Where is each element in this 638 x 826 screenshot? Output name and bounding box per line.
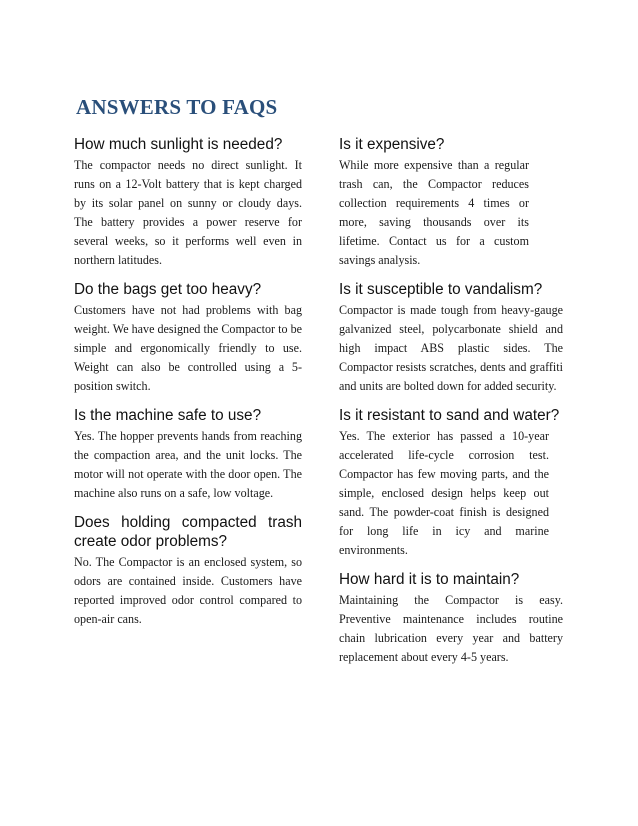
faq-answer: While more expensive than a regular trash can, the Compactor reduces collection requirements 4 times or more, saving thousands over its lifetime. Contact us for a custom savings analysis.	[339, 158, 529, 267]
faq-question: Does holding compacted trash create odor problems?	[74, 514, 302, 550]
right-column	[339, 135, 563, 677]
page-title: ANSWERS TO FAQS	[76, 95, 278, 119]
faq-item-odor	[74, 513, 302, 629]
faq-answer: Customers have not had problems with bag weight. We have designed the Compactor to be simple and ergonomically friendly to use. Weight can also be controlled using a 5-position switch.	[74, 303, 302, 393]
faq-question: How much sunlight is needed?	[74, 136, 283, 153]
faq-answer: Yes. The exterior has passed a 10-year accelerated life-cycle corrosion test. Compactor has few moving parts, and the simple, enclosed design helps keep out sand. The powder-coat finish is designed for long life in icy and marine environments.	[339, 429, 549, 557]
faq-answer: Compactor is made tough from heavy-gauge galvanized steel, polycarbonate shield and high impact ABS plastic sides. The Compactor resists scratches, dents and graffiti and units are bolted down for added security.	[339, 303, 563, 393]
faq-answer: No. The Compactor is an enclosed system, so odors are contained inside. Customers have reported improved odor control compared to open-air cans.	[74, 555, 302, 626]
faq-question: How hard it is to maintain?	[339, 571, 520, 588]
faq-item-bag-weight	[74, 280, 302, 396]
faq-answer: Maintaining the Compactor is easy. Preventive maintenance includes routine chain lubrication every year and battery replacement about every 4-5 years.	[339, 593, 563, 664]
faq-question: Is it resistant to sand and water?	[339, 407, 560, 424]
faq-item-sand-water	[339, 406, 563, 560]
left-column	[74, 135, 302, 639]
faq-question: Is it expensive?	[339, 136, 445, 153]
faq-question: Do the bags get too heavy?	[74, 281, 262, 298]
faq-answer: The compactor needs no direct sunlight. It runs on a 12-Volt battery that is kept charged by its solar panel on sunny or cloudy days. The battery provides a power reserve for several weeks, so it performs well even in northern latitudes.	[74, 158, 302, 267]
faq-question: Is the machine safe to use?	[74, 407, 262, 424]
faq-item-maintenance	[339, 570, 563, 667]
faq-answer: Yes. The hopper prevents hands from reaching the compaction area, and the unit locks. The motor will not operate with the door open. The machine also runs on a safe, low voltage.	[74, 429, 302, 500]
faq-item-safety	[74, 406, 302, 503]
faq-question: Is it susceptible to vandalism?	[339, 281, 543, 298]
faq-item-expense	[339, 135, 563, 270]
faq-item-sunlight	[74, 135, 302, 270]
faq-item-vandalism	[339, 280, 563, 396]
